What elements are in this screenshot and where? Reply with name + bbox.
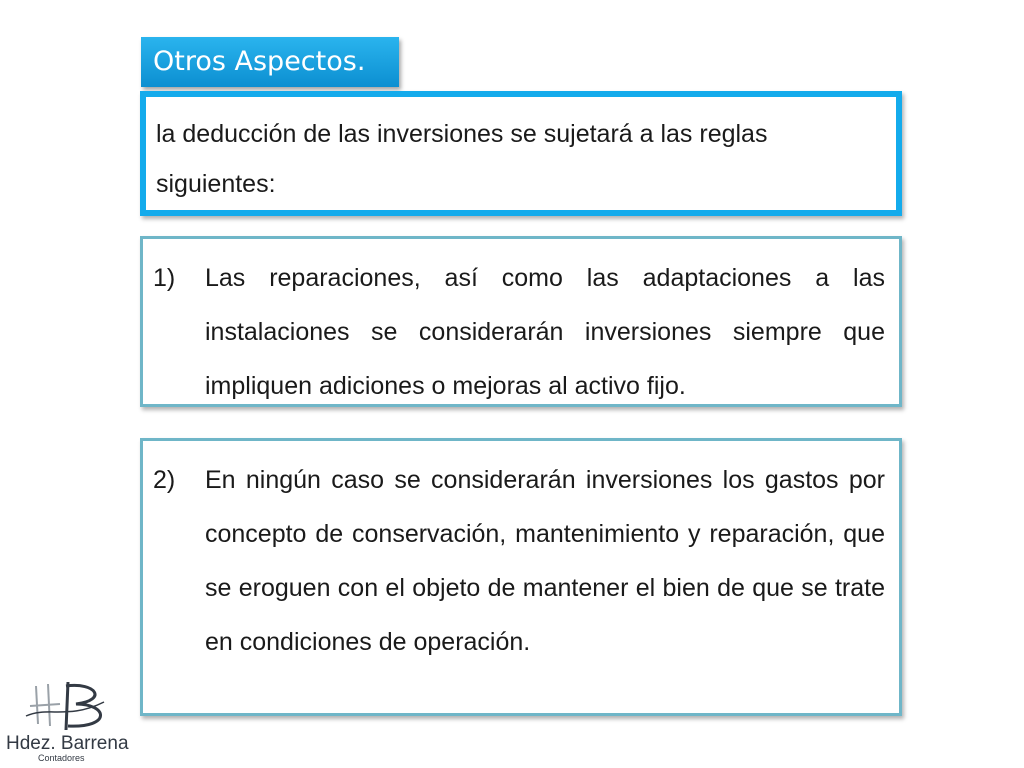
- rule-box-1: [140, 236, 902, 407]
- rule-text: En ningún caso se considerarán inversiones los gastos por concepto de conservación, mantenimiento y reparación, que se eroguen con el objeto de mantener el bien de que se trate en condiciones de operación.: [205, 466, 885, 656]
- logo-subtitle: Contadores: [38, 753, 85, 763]
- slide-title: Otros Aspectos.: [141, 37, 399, 87]
- logo-name: Hdez. Barrena: [6, 733, 129, 754]
- rule-number: 2): [153, 466, 176, 494]
- intro-text: la deducción de las inversiones se sujetará a las reglas siguientes:: [156, 120, 768, 198]
- rule-box-2: [140, 438, 902, 716]
- intro-box: [140, 91, 902, 216]
- rule-text: Las reparaciones, así como las adaptaciones a las instalaciones se considerarán inversiones siempre que impliquen adiciones o mejoras al activo fijo.: [205, 264, 885, 400]
- rule-number: 1): [153, 264, 176, 292]
